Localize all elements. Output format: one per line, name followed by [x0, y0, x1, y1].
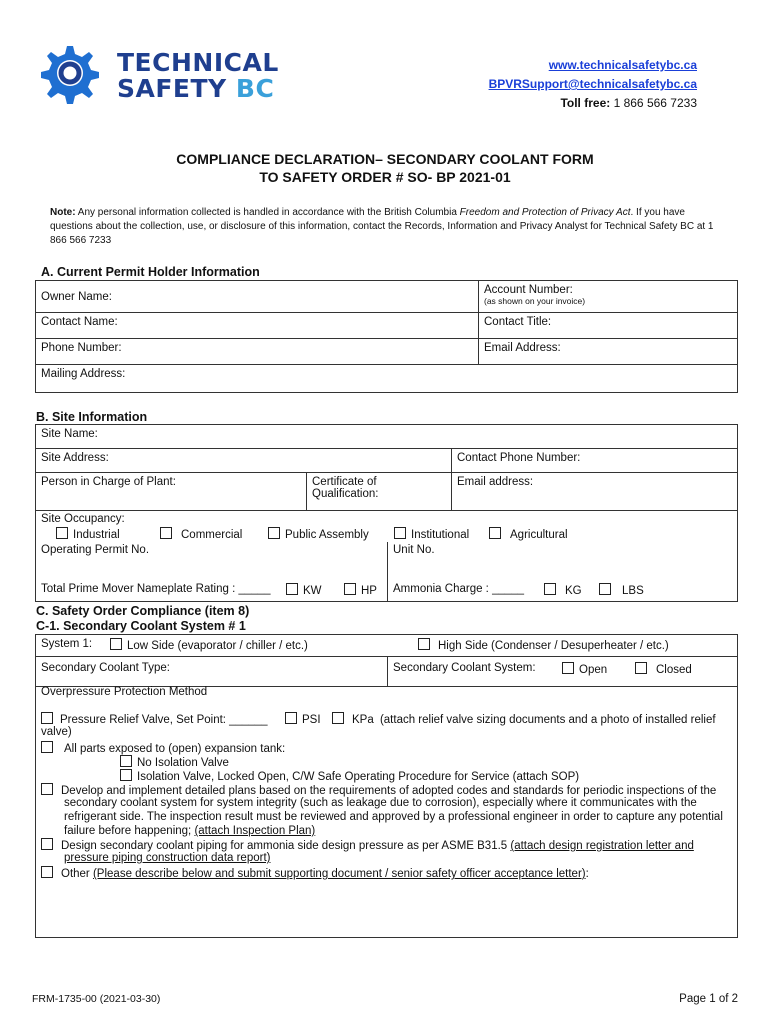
- prv-option[interactable]: [41, 712, 268, 726]
- other-colon: :: [585, 868, 589, 880]
- occupancy-institutional[interactable]: [394, 527, 469, 541]
- gear-logo-icon: [33, 42, 101, 104]
- coolant-system-label: Secondary Coolant System:: [393, 662, 536, 674]
- lbs-option[interactable]: [599, 583, 644, 597]
- checkbox[interactable]: [562, 662, 574, 674]
- site-email-field[interactable]: [452, 473, 738, 511]
- email-link[interactable]: BPVRSupport@technicalsafetybc.ca: [488, 77, 697, 91]
- occupancy-agricultural[interactable]: [489, 527, 568, 541]
- occupancy-block: [36, 511, 738, 602]
- coolant-type-field[interactable]: [36, 656, 388, 686]
- contact-phone-label: Contact Phone Number:: [457, 452, 581, 464]
- checkbox[interactable]: [489, 527, 501, 539]
- high-side-option[interactable]: [418, 638, 669, 652]
- form-id: FRM-1735-00 (2021-03-30): [32, 993, 161, 1005]
- develop-line4b: (attach Inspection Plan): [194, 825, 316, 837]
- note-text-b: . If you have questions about the collection, use, or disclosure of this information, contact the Records, Information and Privacy Analyst for Technical Safety BC at 1 866 566 7233: [50, 207, 714, 246]
- title-line2: TO SAFETY ORDER # SO- BP 2021-01: [259, 169, 511, 185]
- checkbox[interactable]: [120, 769, 132, 781]
- isolation-locked-label: Isolation Valve, Locked Open, C/W Safe Operating Procedure for Service (attach SOP): [137, 771, 580, 783]
- section-c1-subheading: C-1. Secondary Coolant System # 1: [36, 619, 246, 633]
- high-side-label: High Side (Condenser / Desuperheater / etc.): [438, 640, 669, 652]
- contact-name-field[interactable]: [36, 313, 479, 339]
- occupancy-public-assembly[interactable]: [268, 527, 369, 541]
- kpa-label: KPa: [352, 714, 374, 726]
- brand-line2-bc: BC: [235, 74, 275, 103]
- owner-name-label: Owner Name:: [41, 290, 112, 303]
- tollfree-label: Toll free:: [560, 96, 611, 110]
- checkbox[interactable]: [635, 662, 647, 674]
- brand-line1: TECHNICAL: [117, 48, 279, 77]
- checkbox[interactable]: [120, 755, 132, 767]
- checkbox[interactable]: [56, 527, 68, 539]
- occupancy-label: Site Occupancy:: [41, 513, 125, 525]
- email-label: Email Address:: [484, 342, 561, 354]
- account-number-label: Account Number:: [484, 284, 573, 296]
- kg-label: KG: [565, 585, 582, 597]
- checkbox[interactable]: [418, 638, 430, 650]
- other-option[interactable]: [41, 866, 589, 880]
- checkbox[interactable]: [41, 838, 53, 850]
- system-label: System 1:: [41, 638, 93, 650]
- kg-option[interactable]: [544, 583, 582, 597]
- site-address-label: Site Address:: [41, 452, 109, 464]
- operating-permit-field[interactable]: [36, 542, 388, 564]
- phone-label: Phone Number:: [41, 342, 122, 354]
- psi-option[interactable]: [285, 712, 321, 726]
- checkbox[interactable]: [332, 712, 344, 724]
- low-side-option[interactable]: [110, 638, 308, 652]
- contact-block: [489, 56, 697, 113]
- ammonia-charge-label: Ammonia Charge : _____: [393, 583, 525, 595]
- checkbox[interactable]: [286, 583, 298, 595]
- occupancy-industrial[interactable]: [56, 527, 120, 541]
- prv-tail: (attach relief valve sizing documents and a photo of installed relief: [379, 714, 716, 726]
- section-a-table: [35, 280, 738, 393]
- site-name-label: Site Name:: [41, 428, 98, 440]
- other-label: Other: [61, 868, 93, 880]
- design-line1b: (attach design registration letter and: [510, 840, 694, 852]
- owner-name-field[interactable]: [36, 281, 479, 313]
- website-link[interactable]: www.technicalsafetybc.ca: [548, 58, 697, 72]
- contact-name-label: Contact Name:: [41, 316, 118, 328]
- operating-permit-label: Operating Permit No.: [41, 544, 150, 556]
- contact-title-label: Contact Title:: [484, 316, 552, 328]
- develop-line4: [64, 825, 315, 837]
- occupancy-option-label: Institutional: [411, 529, 470, 541]
- title-line1: COMPLIANCE DECLARATION– SECONDARY COOLANT FORM: [176, 151, 594, 167]
- occupancy-commercial[interactable]: [160, 527, 242, 541]
- site-address-field[interactable]: [36, 449, 452, 473]
- checkbox[interactable]: [41, 783, 53, 795]
- account-note: (as shown on your invoice): [484, 296, 586, 306]
- logo: [33, 42, 283, 102]
- no-isolation-option[interactable]: [120, 755, 229, 769]
- checkbox[interactable]: [599, 583, 611, 595]
- phone-field[interactable]: [36, 339, 479, 365]
- form-title: [0, 150, 770, 186]
- design-line2: pressure piping construction data report): [64, 852, 271, 864]
- unit-no-label: Unit No.: [393, 544, 435, 556]
- checkbox[interactable]: [41, 712, 53, 724]
- develop-line4a: failure before happening;: [64, 825, 195, 837]
- occupancy-option-label: Industrial: [73, 529, 120, 541]
- occupancy-option-label: Agricultural: [510, 529, 568, 541]
- kpa-option[interactable]: [332, 712, 716, 726]
- overpressure-label: Overpressure Protection Method: [41, 686, 208, 698]
- email-field[interactable]: [479, 339, 738, 365]
- hp-label: HP: [361, 585, 377, 597]
- section-b-heading: B. Site Information: [36, 410, 148, 424]
- no-isolation-label: No Isolation Valve: [137, 757, 229, 769]
- section-b-table: [35, 424, 738, 602]
- privacy-note: [50, 206, 722, 248]
- expansion-label: All parts exposed to (open) expansion tank:: [64, 743, 286, 755]
- certificate-label: Certificate of Qualification:: [312, 476, 379, 500]
- isolation-locked-option[interactable]: [120, 769, 579, 783]
- checkbox[interactable]: [110, 638, 122, 650]
- psi-label: PSI: [302, 714, 321, 726]
- note-text-a: Any personal information collected is handled in accordance with the British Columbia: [75, 207, 460, 218]
- occupancy-option-label: Public Assembly: [285, 529, 369, 541]
- checkbox[interactable]: [160, 527, 172, 539]
- kw-label: KW: [303, 585, 322, 597]
- section-a-heading: A. Current Permit Holder Information: [41, 265, 260, 279]
- low-side-label: Low Side (evaporator / chiller / etc.): [127, 640, 308, 652]
- closed-label: Closed: [656, 664, 692, 676]
- tollfree-number: 1 866 566 7233: [613, 96, 697, 110]
- account-number-field[interactable]: [479, 281, 738, 313]
- person-in-charge-label: Person in Charge of Plant:: [41, 476, 176, 488]
- expansion-option[interactable]: [41, 741, 285, 755]
- contact-title-field[interactable]: [479, 313, 738, 339]
- brand-line2-safety: SAFETY: [117, 74, 227, 103]
- checkbox[interactable]: [41, 866, 53, 878]
- develop-line1: Develop and implement detailed plans based on the requirements of adopted codes and standards for periodic inspections of the: [61, 785, 717, 797]
- design-option[interactable]: [41, 838, 694, 852]
- open-option[interactable]: [562, 662, 607, 676]
- hp-option[interactable]: [344, 583, 377, 597]
- site-email-label: Email address:: [457, 476, 534, 488]
- prv-label: Pressure Relief Valve, Set Point: ______: [60, 714, 268, 726]
- open-label: Open: [579, 664, 608, 676]
- kw-option[interactable]: [286, 583, 322, 597]
- unit-no-field[interactable]: [393, 544, 435, 556]
- other-description: (Please describe below and submit supporting document / senior safety officer acceptance letter): [92, 868, 586, 880]
- develop-line3: refrigerant side. The inspection result must be reviewed and approved by a professional engineer in order to capture any potential: [64, 811, 723, 823]
- design-line1a: Design secondary coolant piping for ammonia side design pressure as per ASME B31.5: [61, 840, 511, 852]
- coolant-type-label: Secondary Coolant Type:: [41, 662, 170, 674]
- lbs-label: LBS: [622, 585, 644, 597]
- checkbox[interactable]: [344, 583, 356, 595]
- page-number: Page 1 of 2: [679, 993, 738, 1005]
- site-name-field[interactable]: [36, 425, 738, 449]
- checkbox[interactable]: [544, 583, 556, 595]
- mailing-address-field[interactable]: [36, 365, 738, 393]
- checkbox[interactable]: [41, 741, 53, 753]
- section-c-box: [35, 634, 738, 938]
- checkbox[interactable]: [268, 527, 280, 539]
- note-label: Note:: [50, 207, 76, 218]
- develop-line2: secondary coolant system for system integrity (such as leakage due to corrosion), especially where it communicates with the: [64, 797, 697, 809]
- section-c-heading: C. Safety Order Compliance (item 8): [36, 604, 250, 618]
- prv-tail2: valve): [41, 726, 72, 738]
- contact-phone-field[interactable]: [452, 449, 738, 473]
- checkbox[interactable]: [285, 712, 297, 724]
- person-in-charge-field[interactable]: [36, 473, 307, 511]
- checkbox[interactable]: [394, 527, 406, 539]
- occupancy-option-label: Commercial: [181, 529, 243, 541]
- closed-option[interactable]: [635, 662, 692, 676]
- note-text-italic: Freedom and Protection of Privacy Act: [459, 207, 631, 218]
- develop-option[interactable]: [41, 783, 716, 797]
- mailing-address-label: Mailing Address:: [41, 368, 126, 380]
- certificate-field[interactable]: [307, 473, 452, 511]
- prime-mover-label: Total Prime Mover Nameplate Rating : _____: [41, 583, 271, 595]
